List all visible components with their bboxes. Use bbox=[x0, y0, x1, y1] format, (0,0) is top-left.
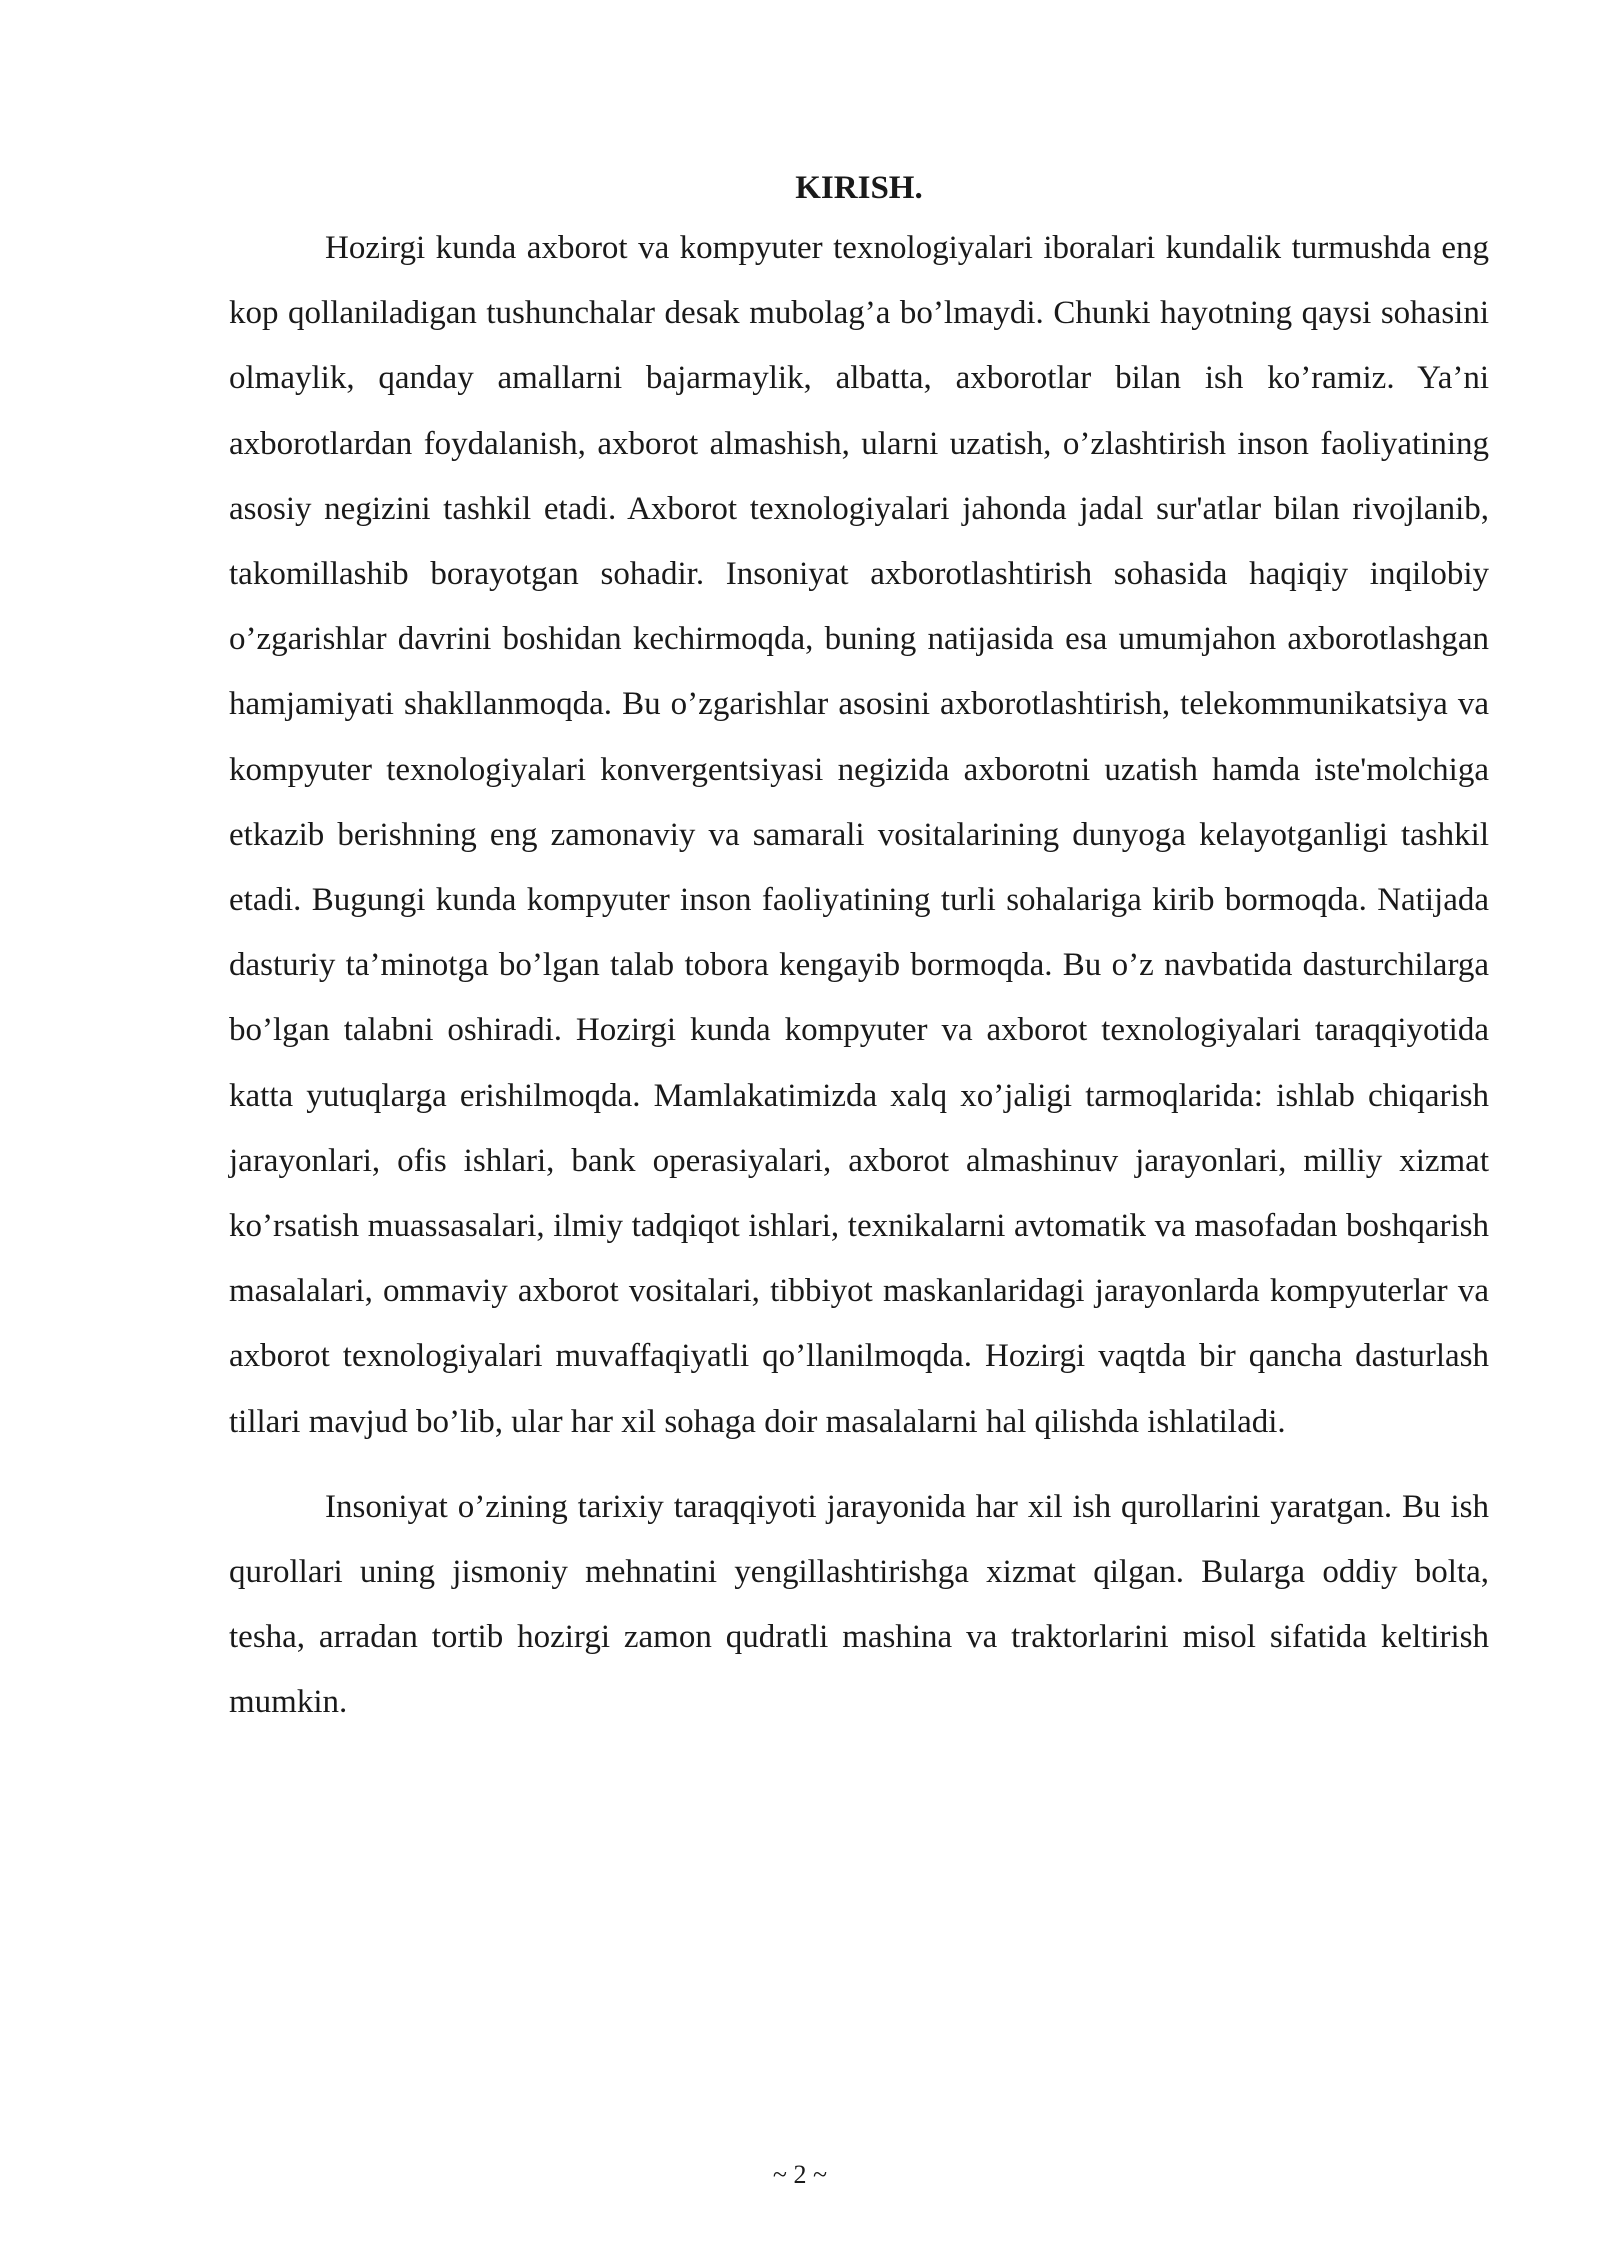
page-title: KIRISH. bbox=[795, 170, 923, 206]
page-number: ~ 2 ~ bbox=[772, 2160, 828, 2189]
paragraph-intro: Hozirgi kunda axborot va kompyuter texnologiyalari iboralari kundalik turmushda eng kop qollaniladigan tushunchalar desak mubolag’a bo’lmaydi. Chunki hayotning qaysi sohasini olmaylik, qanday amallarni bajarmaylik, albatta, axborotlar bilan ish ko’ramiz. Ya’ni axborotlardan foydalanish, axborot almashish, ularni uzatish, o’zlashtirish inson faoliyatining asosiy negizini tashkil etadi. Axborot texnologiyalari jahonda jadal sur'atlar bilan rivojlanib, takomillashib borayotgan sohadir. Insoniyat axborotlashtirish sohasida haqiqiy inqilobiy o’zgarishlar davrini boshidan kechirmoqda, buning natijasida esa umumjahon axborotlashgan hamjamiyati shakllanmoqda. Bu o’zgarishlar asosini axborotlashtirish, telekommunikatsiya va kompyuter texnologiyalari konvergentsiyasi negizida axborotni uzatish hamda iste'molchiga etkazib berishning eng zamonaviy va samarali vositalarining dunyoga kelayotganligi tashkil etadi. Bugungi kunda kompyuter inson faoliyatining turli sohalariga kirib bormoqda. Natijada dasturiy ta’minotga bo’lgan talab tobora kengayib bormoqda. Bu o’z navbatida dasturchilarga bo’lgan talabni oshiradi. Hozirgi kunda kompyuter va axborot texnologiyalari taraqqiyotida katta yutuqlarga erishilmoqda. Mamlakatimizda xalq xo’jaligi tarmoqlarida: ishlab chiqarish jarayonlari, ofis ishlari, bank operasiyalari, axborot almashinuv jarayonlari, milliy xizmat ko’rsatish muassasalari, ilmiy tadqiqot ishlari, texnikalarni avtomatik va masofadan boshqarish masalalari, ommaviy axborot vositalari, tibbiyot maskanlaridagi jarayonlarda kompyuterlar va axborot texnologiyalari muvaffaqiyatli qo’llanilmoqda. Hozirgi vaqtda bir qancha dasturlash tillari mavjud bo’lib, ular har xil sohaga doir masalalarni hal qilishda ishlatiladi. bbox=[229, 230, 1489, 1440]
page-content bbox=[229, 160, 1489, 1736]
paragraph-history: Insoniyat o’zining tarixiy taraqqiyoti jarayonida har xil ish qurollarini yaratgan. Bu ish qurollari uning jismoniy mehnatini yengillashtirishga xizmat qilgan. Bularga oddiy bolta, tesha, arradan tortib hozirgi zamon qudratli mashina va traktorlarini misol sifatida keltirish mumkin. bbox=[229, 1488, 1489, 1721]
